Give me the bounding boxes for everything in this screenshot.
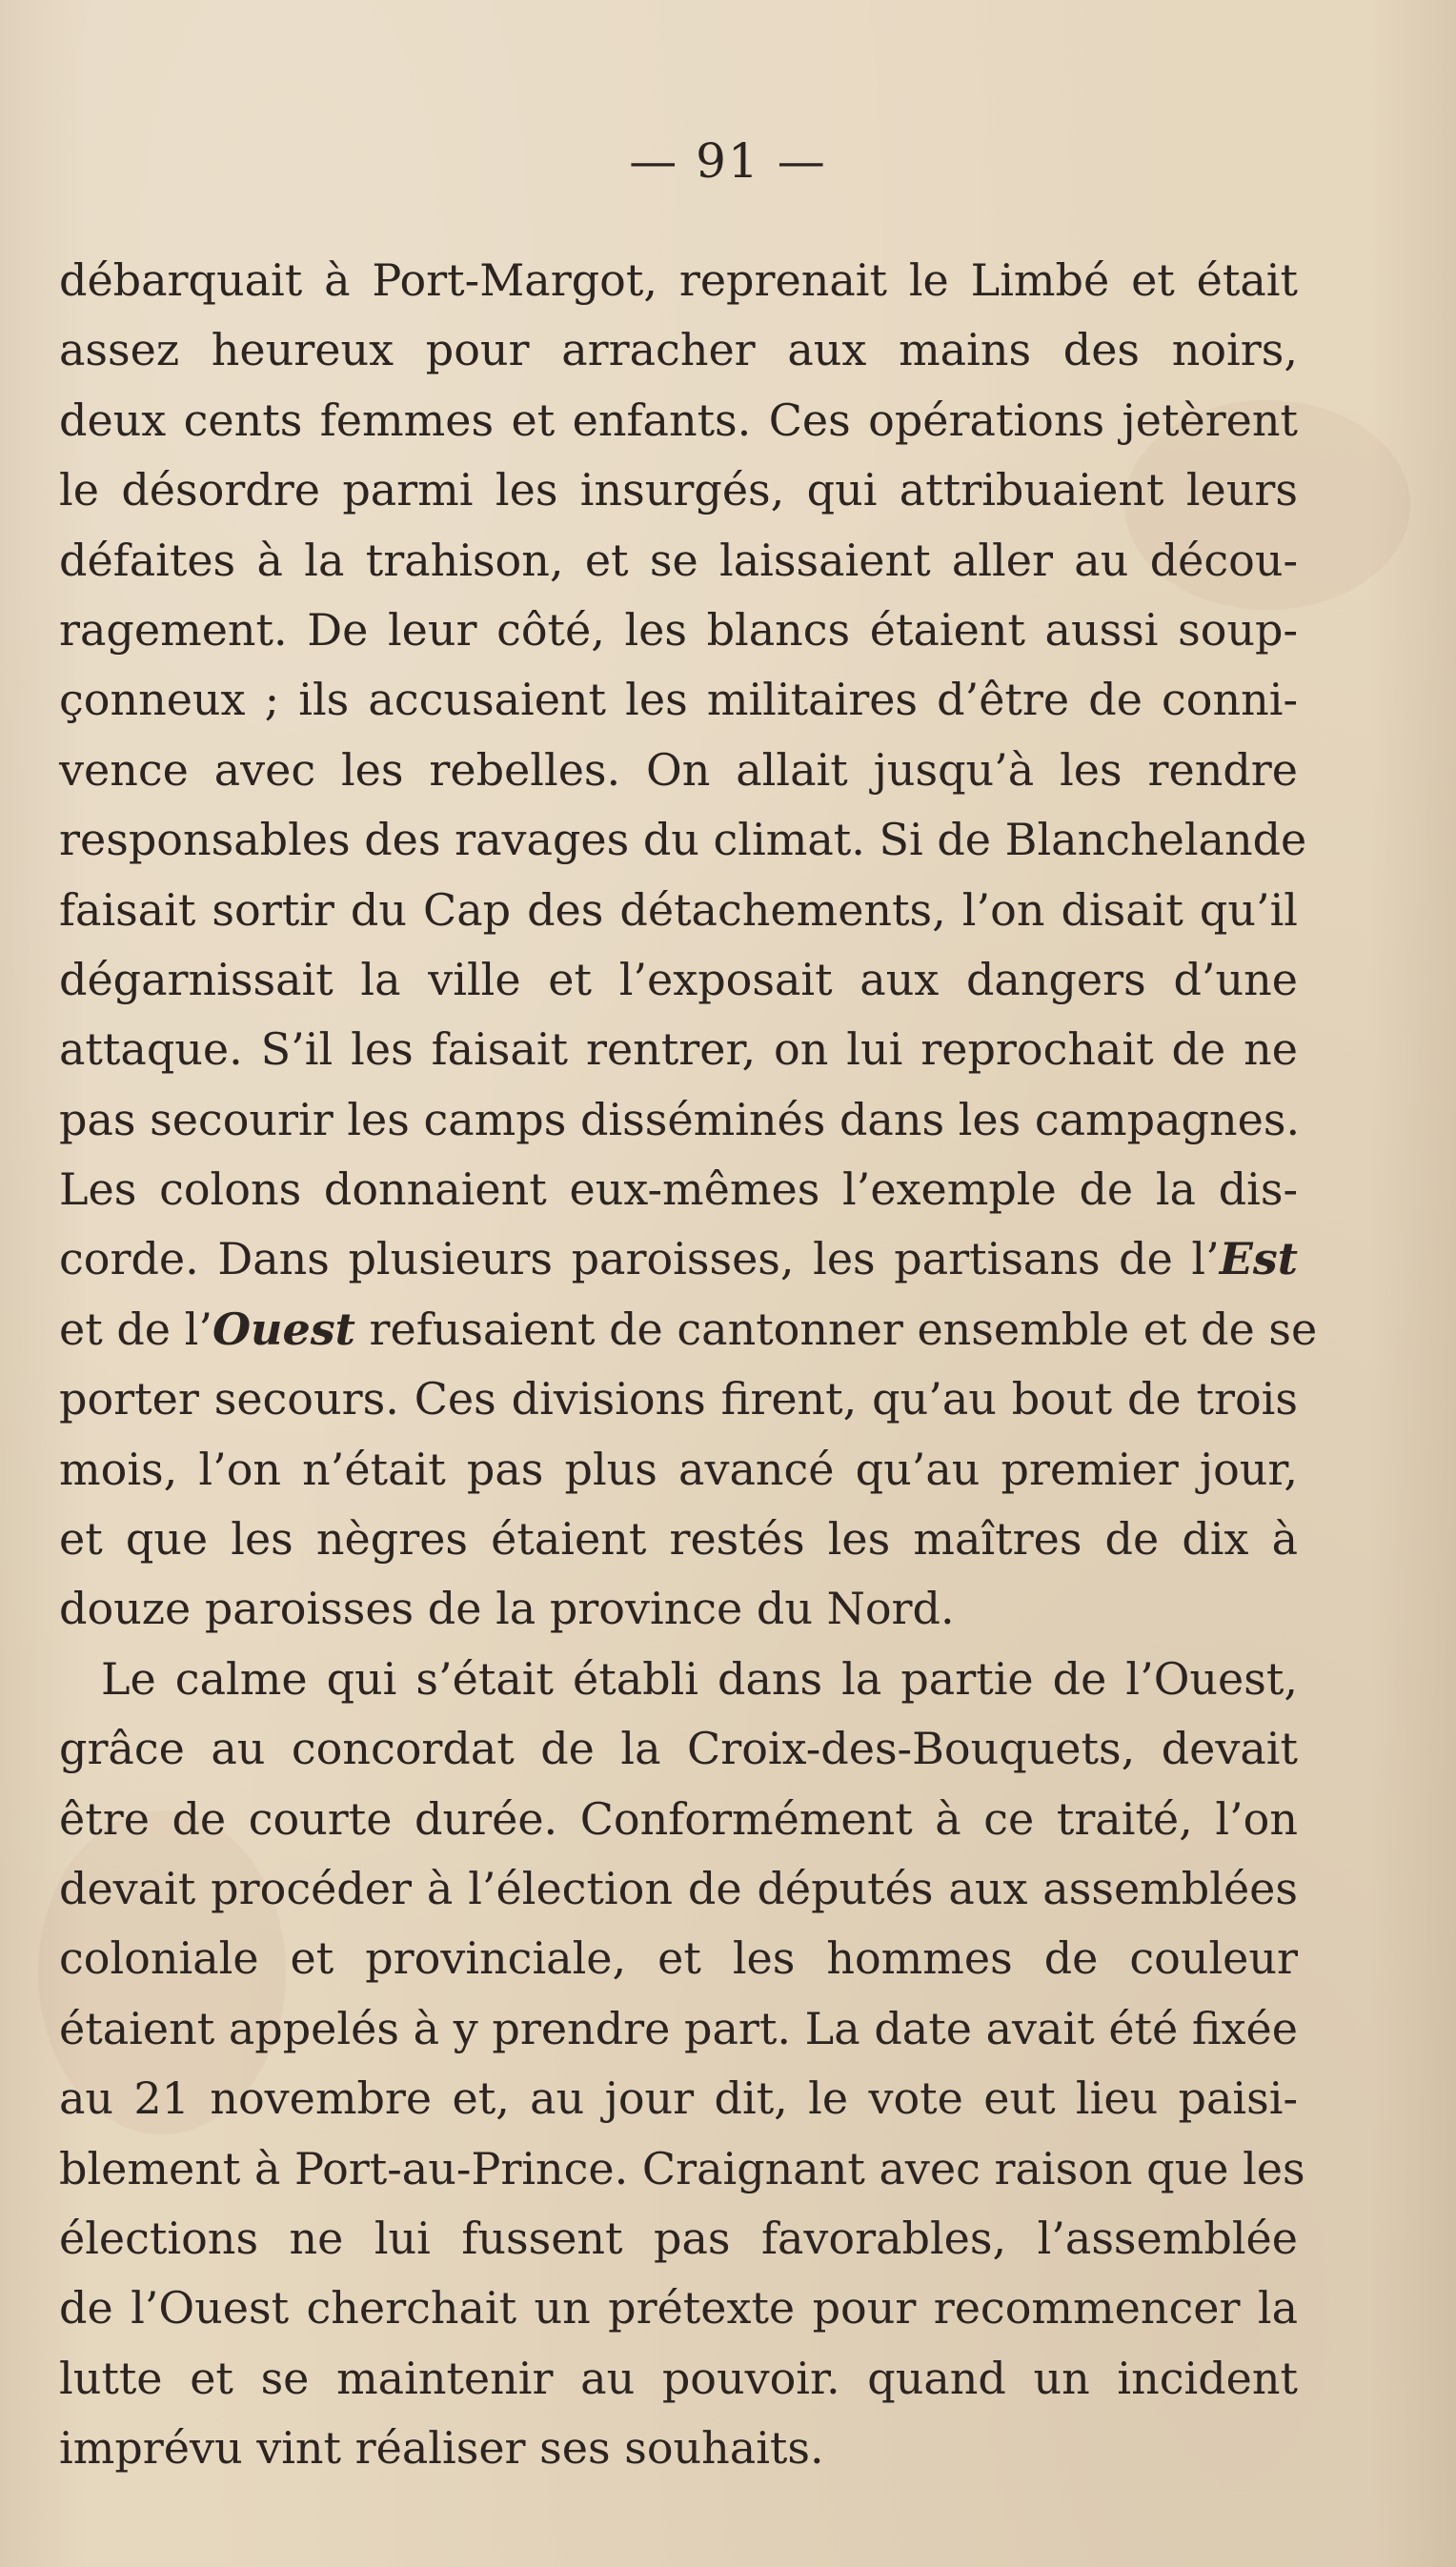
- text-line: ragement. De leur côté, les blancs étaient aussi soup-: [59, 603, 1298, 656]
- text-line: devait procéder à l’élection de députés aux assemblées: [59, 1862, 1298, 1914]
- text-line: le désordre parmi les insurgés, qui attribuaient leurs: [59, 464, 1298, 516]
- text-line: élections ne lui fussent pas favorables, l’assemblée: [59, 2212, 1298, 2264]
- text-line: de l’Ouest cherchait un prétexte pour recommencer la: [59, 2282, 1298, 2335]
- text-line: deux cents femmes et enfants. Ces opérations jetèrent: [59, 394, 1298, 446]
- text-segment: corde. Dans plusieurs paroisses, les partisans de l’: [59, 1233, 1220, 1285]
- text-line: vence avec les rebelles. On allait jusqu’à les rendre: [59, 743, 1298, 796]
- text-line: faisait sortir du Cap des détachements, l’on disait qu’il: [59, 883, 1298, 936]
- text-line: [59, 1295, 1318, 1364]
- text-line: responsables des ravages du climat. Si de Blanchelande: [59, 814, 1307, 866]
- text-line: Le calme qui s’était établi dans la partie de l’Ouest,: [101, 1652, 1298, 1705]
- text-line: au 21 novembre et, au jour dit, le vote eut lieu paisi-: [59, 2072, 1298, 2125]
- body-text: [59, 246, 1318, 2484]
- text-segment: et de l’: [59, 1303, 212, 1355]
- text-line: mois, l’on n’était pas plus avancé qu’au premier jour,: [59, 1443, 1298, 1495]
- text-line: porter secours. Ces divisions firent, qu’au bout de trois: [59, 1373, 1298, 1425]
- text-line: coloniale et provinciale, et les hommes de couleur: [59, 1932, 1298, 1985]
- text-line: assez heureux pour arracher aux mains des noirs,: [59, 324, 1298, 376]
- text-line: débarquait à Port-Margot, reprenait le Limbé et était: [59, 254, 1298, 306]
- italic-word: Ouest: [212, 1303, 355, 1355]
- text-line: lutte et se maintenir au pouvoir. quand un incident: [59, 2352, 1298, 2404]
- text-line: et que les nègres étaient restés les maîtres de dix à: [59, 1513, 1298, 1566]
- text-line: pas secourir les camps disséminés dans les campagnes.: [59, 1093, 1301, 1145]
- italic-word: Est: [1219, 1233, 1298, 1285]
- text-line: être de courte durée. Conformément à ce traité, l’on: [59, 1792, 1298, 1845]
- text-line: Les colons donnaient eux-mêmes l’exemple de la dis-: [59, 1163, 1298, 1216]
- text-line: douze paroisses de la province du Nord.: [59, 1583, 955, 1635]
- text-line: dégarnissait la ville et l’exposait aux dangers d’une: [59, 953, 1298, 1005]
- text-line: étaient appelés à y prendre part. La date avait été fixée: [59, 2002, 1298, 2054]
- text-line: attaque. S’il les faisait rentrer, on lui reprochait de ne: [59, 1023, 1298, 1076]
- text-line: blement à Port-au-Prince. Craignant avec raison que les: [59, 2142, 1305, 2194]
- text-line: défaites à la trahison, et se laissaient aller au décou-: [59, 534, 1298, 586]
- text-line: grâce au concordat de la Croix-des-Bouquets, devait: [59, 1723, 1298, 1775]
- text-line: [59, 1224, 1298, 1294]
- text-line: imprévu vint réaliser ses souhaits.: [59, 2422, 824, 2475]
- text-segment: refusaient de cantonner ensemble et de se: [354, 1303, 1318, 1355]
- page-number: — 91 —: [629, 133, 827, 189]
- text-line: çonneux ; ils accusaient les militaires d’être de conni-: [59, 674, 1298, 726]
